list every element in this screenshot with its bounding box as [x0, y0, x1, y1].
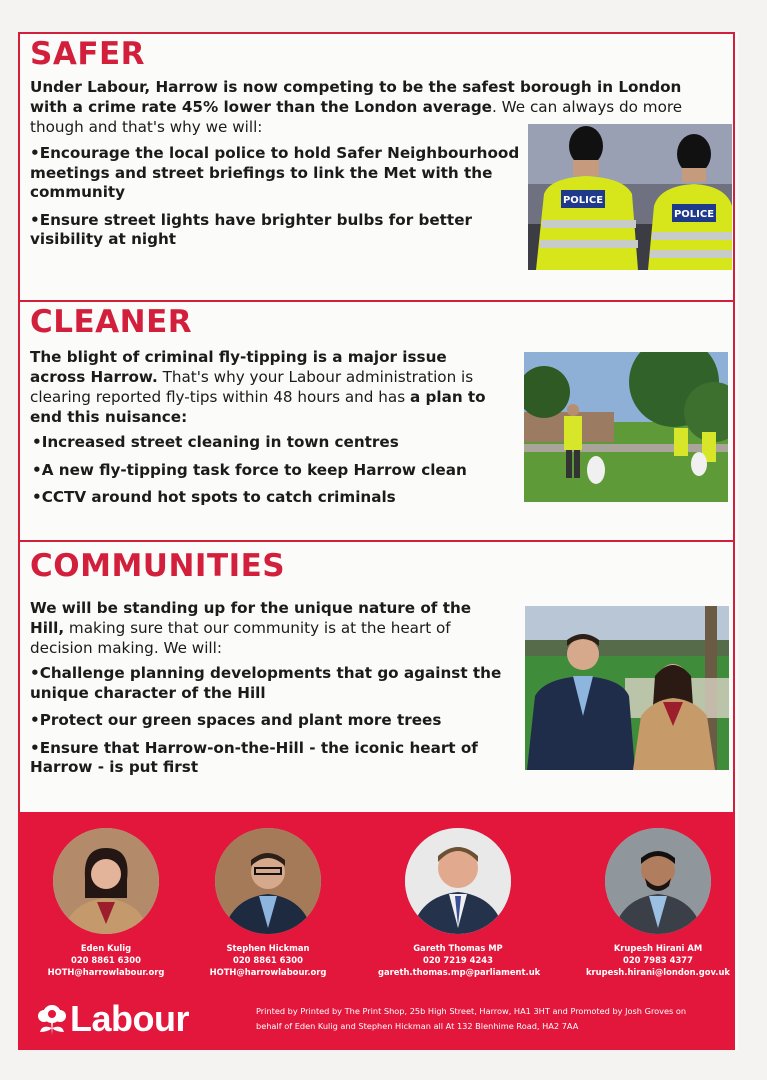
cleaner-bullet-list — [32, 433, 512, 516]
candidates-footer — [18, 812, 735, 1050]
cleaner-intro — [30, 347, 490, 427]
safer-intro-bold: Under Labour, Harrow is now competing to be the safest borough in London with a crime rate 45% lower than the London average — [30, 78, 682, 116]
cleaner-intro-mid: That's why your Labour administration is clearing reported fly-tips within 48 hours and has — [30, 368, 474, 406]
candidate-email[interactable]: HOTH@harrowlabour.org — [209, 967, 327, 977]
police-sign-2: POLICE — [673, 209, 715, 220]
police-officers-photo — [528, 124, 732, 270]
imprint-text: Printed by Printed by The Print Shop, 25b High Street, Harrow, HA1 3HT and Promoted by Josh Groves on behalf of Eden Kulig and Stephen Hickman all At 132 Blenhime Road, HA2 7AA — [256, 1006, 687, 1031]
candidate-card — [578, 828, 738, 978]
safer-heading: SAFER — [30, 36, 146, 72]
list-item: • Increased street cleaning in town centres — [32, 433, 512, 453]
candidate-phone: 020 7983 4377 — [623, 955, 693, 965]
candidate-card — [188, 828, 348, 978]
communities-heading: COMMUNITIES — [30, 548, 286, 584]
avatar — [53, 828, 159, 934]
list-item: • CCTV around hot spots to catch criminals — [32, 488, 512, 508]
candidate-email[interactable]: krupesh.hirani@london.gov.uk — [585, 967, 730, 977]
candidates-park-photo — [525, 606, 729, 770]
candidate-name: Krupesh Hirani AM — [613, 943, 703, 953]
communities-section — [18, 540, 735, 815]
candidate-email[interactable]: gareth.thomas.mp@parliament.uk — [378, 967, 541, 977]
rose-icon — [34, 1002, 70, 1036]
list-item: • Encourage the local police to hold Safer Neighbourhood meetings and street briefings to link the Met with the community — [30, 144, 530, 203]
communities-intro-rest: making sure that our community is at the heart of decision making. We will: — [30, 619, 451, 657]
communities-intro — [30, 598, 500, 658]
labour-wordmark: Labour — [70, 998, 189, 1039]
cleaner-intro-bold-2: a plan to end this nuisance: — [30, 388, 486, 426]
safer-bullet-list — [30, 144, 530, 258]
candidate-phone: 020 8861 6300 — [233, 955, 303, 965]
list-item: • A new fly-tipping task force to keep Harrow clean — [32, 461, 512, 481]
avatar — [405, 828, 511, 934]
candidate-name: Stephen Hickman — [226, 943, 310, 953]
safer-section — [18, 32, 735, 302]
avatar — [215, 828, 321, 934]
candidate-phone: 020 8861 6300 — [71, 955, 141, 965]
police-sign-1: POLICE — [562, 195, 604, 206]
cleaner-heading: CLEANER — [30, 304, 193, 340]
candidate-email[interactable]: HOTH@harrowlabour.org — [47, 967, 165, 977]
candidate-card — [26, 828, 186, 978]
labour-logo — [34, 998, 189, 1040]
litter-pick-photo — [524, 352, 728, 502]
list-item: • Challenge planning developments that go against the unique character of the Hill — [30, 664, 525, 703]
candidate-name: Gareth Thomas MP — [413, 943, 503, 953]
candidate-name: Eden Kulig — [80, 943, 132, 953]
cleaner-section — [18, 300, 735, 542]
avatar — [605, 828, 711, 934]
candidate-card — [378, 828, 541, 978]
list-item: • Ensure street lights have brighter bulbs for better visibility at night — [30, 211, 530, 250]
list-item: • Ensure that Harrow-on-the-Hill - the iconic heart of Harrow - is put first — [30, 739, 525, 778]
safer-intro-rest: . We can always do more though and that's why we will: — [30, 98, 683, 136]
communities-bullet-list — [30, 664, 525, 786]
cleaner-intro-bold-1: The blight of criminal fly-tipping is a major issue across Harrow. — [30, 348, 447, 386]
list-item: • Protect our green spaces and plant more trees — [30, 711, 525, 731]
candidate-phone: 020 7219 4243 — [423, 955, 493, 965]
communities-intro-bold: We will be standing up for the unique nature of the Hill, — [30, 599, 472, 637]
